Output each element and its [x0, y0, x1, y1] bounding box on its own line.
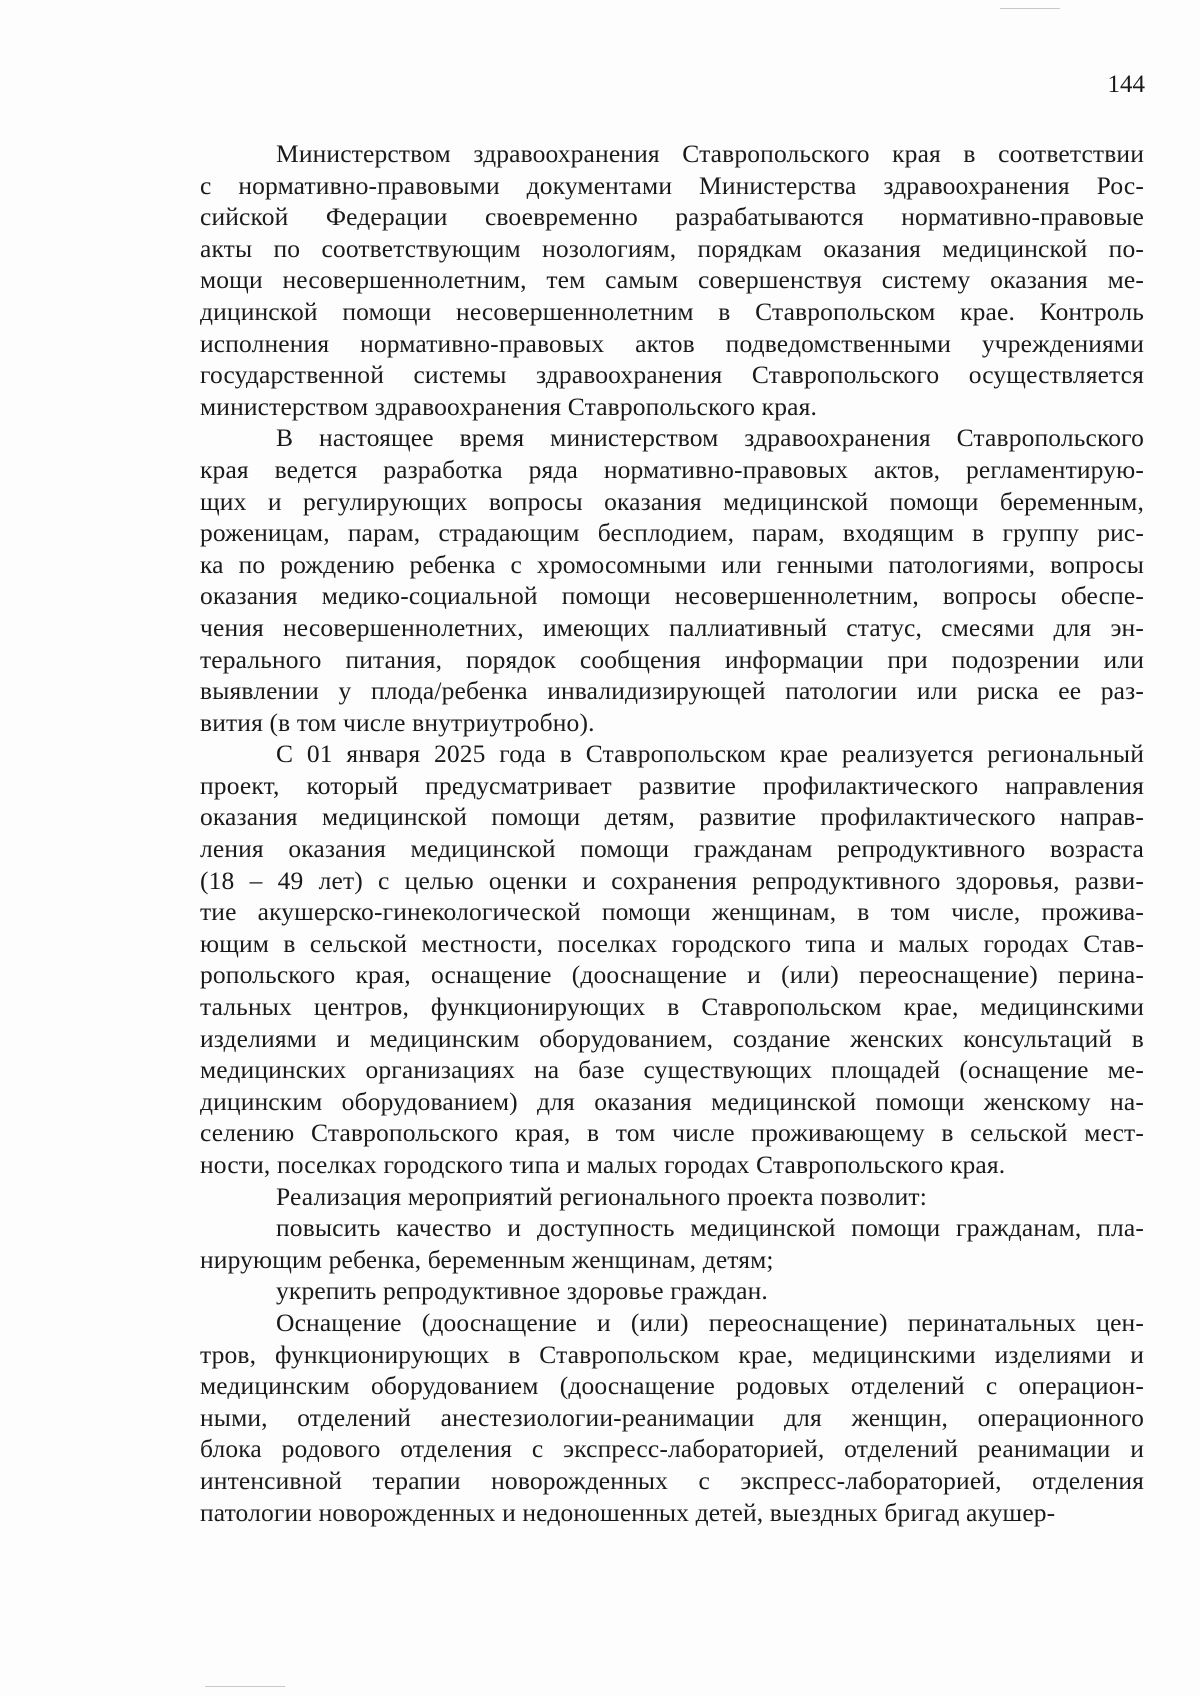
- text-line: ющим в сельской местности, поселках городского типа и малых городах Став-: [200, 928, 1144, 958]
- text-line: государственной системы здравоохранения Ставропольского осуществляется: [200, 360, 1144, 390]
- text-line: Министерством здравоохранения Ставропольского края в соответствии: [276, 139, 1144, 168]
- text-line: сийской Федерации своевременно разрабатываются нормативно-правовые: [200, 202, 1144, 232]
- paragraph: [200, 422, 1144, 738]
- scan-artifact: [205, 1686, 285, 1687]
- text-line: ными, отделений анестезиологии-реанимации для женщин, операционного: [200, 1402, 1144, 1432]
- text-line: интенсивной терапии новорожденных с экспресс-лабораторией, отделения: [200, 1465, 1144, 1495]
- text-line: изделиями и медицинским оборудованием, создание женских консультаций в: [200, 1023, 1144, 1053]
- text-line: проект, который предусматривает развитие профилактического направления: [200, 770, 1144, 800]
- text-line: дицинским оборудованием) для оказания медицинской помощи женскому на-: [200, 1086, 1144, 1116]
- text-line: оказания медико-социальной помощи несовершеннолетним, вопросы обеспе-: [200, 581, 1144, 611]
- text-line: с нормативно-правовыми документами Министерства здравоохранения Рос-: [200, 170, 1144, 200]
- text-line: повысить качество и доступность медицинской помощи гражданам, пла-: [276, 1213, 1144, 1243]
- text-line: (18 – 49 лет) с целью оценки и сохранения репродуктивного здоровья, разви-: [200, 865, 1144, 895]
- text-line: исполнения нормативно-правовых актов подведомственными учреждениями: [200, 328, 1144, 358]
- text-line: медицинских организациях на базе существующих площадей (оснащение ме-: [200, 1055, 1144, 1085]
- document-body: [200, 138, 1144, 1528]
- text-line: дицинской помощи несовершеннолетним в Ставропольском крае. Контроль: [200, 296, 1144, 326]
- text-line: укрепить репродуктивное здоровье граждан.: [276, 1276, 768, 1306]
- text-line: чения несовершеннолетних, имеющих паллиативный статус, смесями для эн-: [200, 612, 1144, 642]
- text-line: тие акушерско-гинекологической помощи женщинам, в том числе, прожива-: [200, 897, 1144, 927]
- paragraph: [200, 1212, 1144, 1275]
- paragraph: [200, 1181, 1144, 1213]
- text-line: акты по соответствующим нозологиям, порядкам оказания медицинской по-: [200, 233, 1144, 263]
- text-line: ления оказания медицинской помощи гражданам репродуктивного возраста: [200, 834, 1144, 864]
- text-line: селению Ставропольского края, в том числе проживающему в сельской мест-: [200, 1118, 1144, 1148]
- page-number: 144: [1107, 71, 1145, 98]
- scan-artifact: [1000, 8, 1060, 9]
- text-line: С 01 января 2025 года в Ставропольском крае реализуется региональный: [276, 739, 1144, 769]
- text-line: тальных центров, функционирующих в Ставропольском крае, медицинскими: [200, 992, 1144, 1022]
- text-line: блока родового отделения с экспресс-лабораторией, отделений реанимации и: [200, 1434, 1144, 1464]
- text-line: В настоящее время министерством здравоохранения Ставропольского: [276, 423, 1144, 453]
- paragraph: [200, 138, 1144, 422]
- paragraph: [200, 1275, 1144, 1307]
- text-line: медицинским оборудованием (дооснащение родовых отделений с операцион-: [200, 1371, 1144, 1401]
- text-line: терального питания, порядок сообщения информации при подозрении или: [200, 644, 1144, 674]
- text-line: министерством здравоохранения Ставропольского края.: [200, 391, 817, 421]
- text-line: нирующим ребенка, беременным женщинам, детям;: [200, 1244, 774, 1274]
- text-line: оказания медицинской помощи детям, развитие профилактического направ-: [200, 802, 1144, 832]
- text-line: ропольского края, оснащение (дооснащение и (или) переоснащение) перина-: [200, 960, 1144, 990]
- paragraph: [200, 1307, 1144, 1528]
- paragraph: [200, 738, 1144, 1180]
- text-line: щих и регулирующих вопросы оказания медицинской помощи беременным,: [200, 486, 1144, 516]
- text-line: роженицам, парам, страдающим бесплодием, парам, входящим в группу рис-: [200, 518, 1144, 548]
- text-line: Реализация мероприятий регионального проекта позволит:: [276, 1181, 927, 1211]
- text-line: ности, поселках городского типа и малых городах Ставропольского края.: [200, 1150, 1006, 1179]
- text-line: тров, функционирующих в Ставропольском крае, медицинскими изделиями и: [200, 1339, 1144, 1369]
- text-line: ка по рождению ребенка с хромосомными или генными патологиями, вопросы: [200, 549, 1144, 579]
- text-line: края ведется разработка ряда нормативно-правовых актов, регламентирую-: [200, 454, 1144, 484]
- text-line: вития (в том числе внутриутробно).: [200, 707, 595, 737]
- text-line: Оснащение (дооснащение и (или) переоснащение) перинатальных цен-: [276, 1307, 1144, 1337]
- text-line: выявлении у плода/ребенка инвалидизирующей патологии или риска ее раз-: [200, 676, 1144, 706]
- text-line: мощи несовершеннолетним, тем самым совершенствуя систему оказания ме-: [200, 265, 1144, 295]
- text-line: патологии новорожденных и недоношенных детей, выездных бригад акушер-: [200, 1497, 1056, 1527]
